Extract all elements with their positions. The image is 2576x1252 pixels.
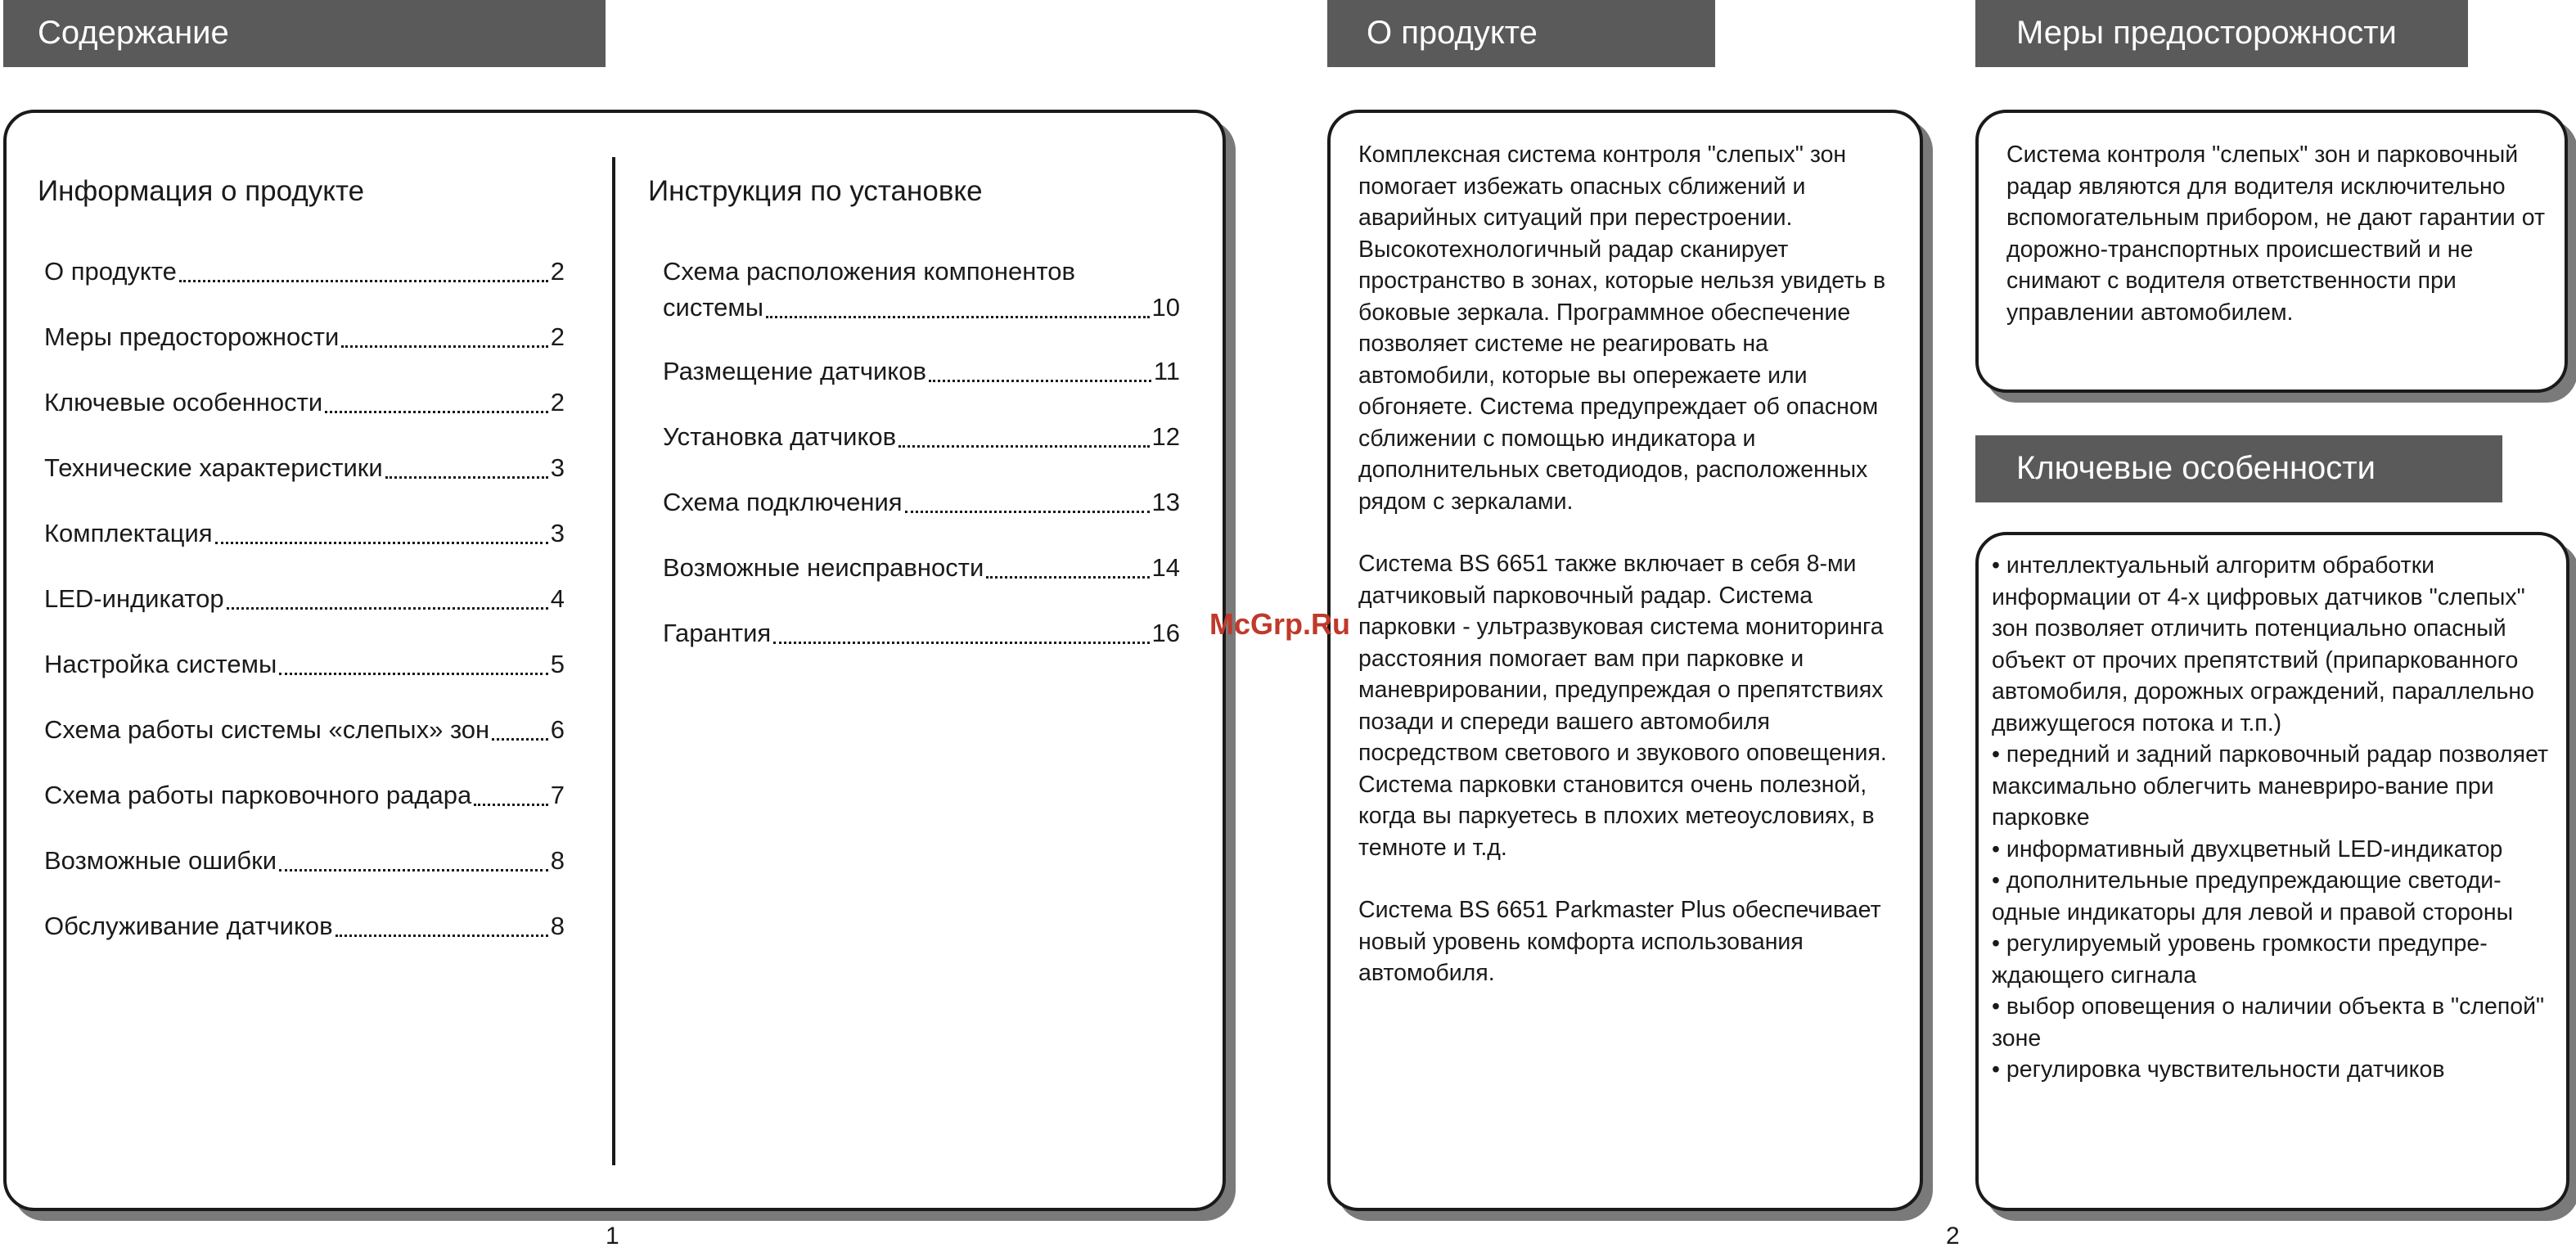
toc-entry[interactable]	[44, 908, 565, 944]
toc-entry[interactable]	[663, 484, 1180, 520]
page-number-right: 2	[1946, 1223, 1960, 1250]
about-text	[1358, 139, 1898, 1020]
toc-entry[interactable]	[44, 516, 565, 552]
toc-entry-label: Размещение датчиков	[663, 357, 926, 385]
toc-entry-label: Возможные неисправности	[663, 553, 984, 582]
features-header: Ключевые особенности	[1975, 435, 2502, 502]
watermark: McGrp.Ru	[1209, 607, 1351, 641]
toc-leader	[179, 280, 548, 282]
toc-leader	[898, 445, 1149, 448]
toc-entry-page: 2	[550, 322, 565, 351]
feature-item: • регулируемый уровень громкости предупре-ждающего сигнала	[1992, 930, 2488, 989]
toc-entry-page: 2	[550, 388, 565, 417]
feature-item: • информативный двухцветный LED-индикатор	[1992, 835, 2503, 862]
toc-leader	[385, 476, 548, 479]
toc-entry[interactable]	[44, 777, 565, 813]
toc-left-title: Информация о продукте	[38, 175, 365, 207]
toc-entry-page: 14	[1151, 553, 1180, 582]
toc-entry[interactable]	[44, 712, 565, 748]
toc-leader	[215, 542, 548, 544]
toc-entry-page: 3	[550, 519, 565, 547]
toc-entry-label: Возможные ошибки	[44, 846, 277, 875]
toc-entry[interactable]	[44, 319, 565, 355]
toc-entry-label: Комплектация	[44, 519, 213, 547]
toc-entry-page: 4	[550, 584, 565, 613]
toc-entry-label: Схема работы парковочного радара	[44, 781, 472, 809]
toc-entry-page: 10	[1151, 293, 1180, 322]
feature-item: • интеллектуальный алгоритм обработки информации от 4-х цифровых датчиков "слепых" зон позволяет отличить потенциально опасный объект от прочих препятствий (припаркованного автомобиля, дорожных ограждений, параллельно движущегося потока и т.п.)	[1992, 552, 2534, 736]
feature-item: • дополнительные предупреждающие светоди-одные индикаторы для левой и правой стороны	[1992, 867, 2514, 925]
toc-entry-label-line1: Схема расположения компонентов	[663, 257, 1075, 286]
toc-entry[interactable]	[663, 354, 1180, 390]
toc-entry-page: 6	[550, 715, 565, 744]
about-paragraph: Комплексная система контроля "слепых" зон помогает избежать опасных сближений и аварийных ситуаций при перестроении. Высокотехнологичный радар сканирует пространство в зонах, которые нельзя увидеть в боковые зеркала. Программное обеспечение позволяет системе не реагировать на автомобили, которые вы опережаете или обгоняете. Система предупреждает об опасном сближении с помощью индикатора и дополнительных светодиодов, расположенных рядом с зеркалами.	[1358, 142, 1886, 515]
toc-leader	[929, 380, 1151, 382]
toc-entry[interactable]	[663, 254, 1180, 326]
toc-entry-page: 12	[1151, 422, 1180, 451]
toc-entry-page: 11	[1153, 357, 1180, 385]
toc-entry-label: Технические характеристики	[44, 453, 383, 482]
toc-leader	[325, 411, 548, 413]
about-paragraph: Система BS 6651 Parkmaster Plus обеспечивает новый уровень комфорта использования автомобиля.	[1358, 897, 1881, 986]
toc-right-title: Инструкция по установке	[648, 175, 983, 207]
toc-leader	[905, 511, 1150, 513]
feature-item: • регулировка чувствительности датчиков	[1992, 1056, 2445, 1083]
toc-entry[interactable]	[663, 550, 1180, 586]
toc-entry-label: Настройка системы	[44, 650, 277, 678]
toc-entry[interactable]	[44, 843, 565, 879]
toc-entry-page: 16	[1151, 619, 1180, 647]
toc-entry-label: Схема подключения	[663, 488, 903, 516]
contents-header: Содержание	[3, 0, 606, 67]
toc-leader	[336, 934, 548, 937]
toc-entry-label: Ключевые особенности	[44, 388, 323, 417]
toc-entry[interactable]	[663, 615, 1180, 651]
precautions-text: Система контроля "слепых" зон и парковочный радар являются для водителя исключительно вспомогательным прибором, не дают гарантии от дорожно-транспортных происшествий и не снимают с водителя ответственности при управлении автомобилем.	[2006, 142, 2546, 326]
toc-entry-page: 8	[550, 912, 565, 940]
toc-entry-page: 5	[550, 650, 565, 678]
toc-entry[interactable]	[663, 419, 1180, 455]
toc-entry-label: системы	[663, 293, 764, 322]
toc-leader	[227, 607, 548, 610]
toc-leader	[773, 642, 1149, 644]
toc-entry-page: 7	[550, 781, 565, 809]
precautions-header: Меры предосторожности	[1975, 0, 2468, 67]
toc-entry[interactable]	[44, 450, 565, 486]
toc-leader	[492, 738, 548, 741]
toc-entry[interactable]	[44, 254, 565, 290]
toc-entry[interactable]	[44, 646, 565, 682]
page-number-left: 1	[606, 1223, 619, 1250]
toc-entry-page: 3	[550, 453, 565, 482]
about-paragraph: Система BS 6651 также включает в себя 8-ми датчиковый парковочный радар. Система парковки - ультразвуковая система мониторинга расстояния помогает вам при парковке и маневрировании, предупреждая о препятствиях позади и спереди вашего автомобиля посредством светового и звукового оповещения. Система парковки становится очень полезной, когда вы паркуетесь в плохих метеоусловиях, в темноте и т.д.	[1358, 551, 1887, 861]
toc-leader	[766, 316, 1150, 318]
toc-entry-page: 2	[550, 257, 565, 286]
feature-item: • передний и задний парковочный радар позволяет максимально облегчить маневриро-вание при парковке	[1992, 741, 2549, 831]
toc-entry-page: 13	[1151, 488, 1180, 516]
toc-entry-label: Гарантия	[663, 619, 772, 647]
toc-divider	[612, 157, 615, 1165]
toc-entry-label: Обслуживание датчиков	[44, 912, 333, 940]
toc-entry-label: LED-индикатор	[44, 584, 224, 613]
toc-entry-label: Схема работы системы «слепых» зон	[44, 715, 490, 744]
toc-entry[interactable]	[44, 385, 565, 421]
about-header: О продукте	[1327, 0, 1715, 67]
toc-entry-label: О продукте	[44, 257, 177, 286]
toc-leader	[279, 869, 548, 871]
toc-leader	[474, 804, 548, 806]
toc-leader	[279, 673, 548, 675]
features-list	[1992, 550, 2560, 1086]
toc-leader	[986, 576, 1149, 579]
toc-entry-label: Установка датчиков	[663, 422, 897, 451]
toc-entry-label: Меры предосторожности	[44, 322, 340, 351]
toc-leader	[341, 345, 547, 348]
feature-item: • выбор оповещения о наличии объекта в "слепой" зоне	[1992, 993, 2545, 1052]
toc-entry[interactable]	[44, 581, 565, 617]
toc-entry-page: 8	[550, 846, 565, 875]
